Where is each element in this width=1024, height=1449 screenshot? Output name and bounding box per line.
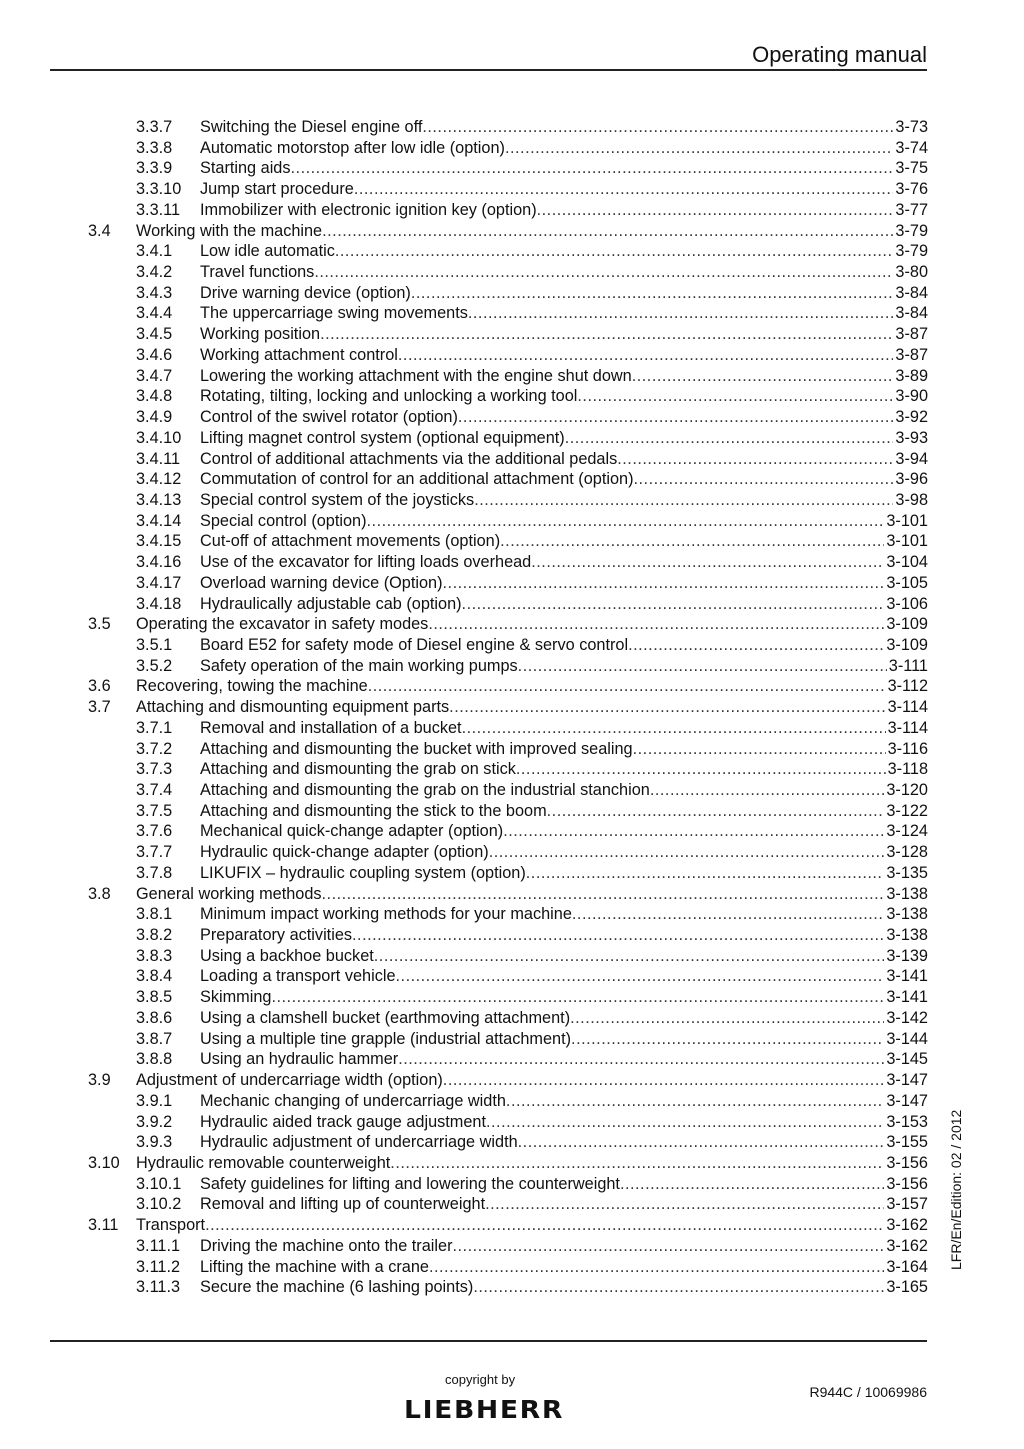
toc-dot-leader xyxy=(322,221,893,242)
toc-entry-page: 3-162 xyxy=(886,1216,928,1235)
toc-entry[interactable] xyxy=(88,366,928,387)
toc-entry-page: 3-118 xyxy=(887,760,928,779)
toc-entry-title: Control of additional attachments via the additional pedals xyxy=(200,449,618,468)
toc-dot-leader xyxy=(335,241,894,262)
toc-entry-number: 3.10.2 xyxy=(136,1195,182,1214)
toc-dot-leader xyxy=(634,469,894,490)
toc-entry[interactable] xyxy=(88,386,928,407)
toc-entry-number: 3.11.3 xyxy=(136,1278,181,1297)
toc-entry-number: 3.4.6 xyxy=(136,345,173,364)
toc-entry[interactable] xyxy=(88,842,928,863)
toc-dot-leader xyxy=(352,925,884,946)
toc-entry-number: 3.9.2 xyxy=(136,1112,173,1131)
toc-entry-number: 3.4.4 xyxy=(136,304,173,323)
toc-entry-title: Removal and lifting up of counterweight xyxy=(200,1195,486,1214)
toc-dot-leader xyxy=(489,842,885,863)
toc-dot-leader xyxy=(462,718,886,739)
toc-entry-number: 3.4.8 xyxy=(136,387,173,406)
toc-entry-page: 3-116 xyxy=(887,739,928,758)
toc-entry[interactable] xyxy=(88,821,928,842)
toc-entry-title: Operating the excavator in safety modes xyxy=(136,615,429,634)
toc-entry-title: Loading a transport vehicle xyxy=(200,967,396,986)
toc-entry[interactable] xyxy=(88,1049,928,1070)
toc-entry[interactable] xyxy=(88,158,928,179)
toc-entry[interactable] xyxy=(88,1277,928,1298)
toc-entry-title: Working position xyxy=(200,325,321,344)
toc-entry-page: 3-139 xyxy=(886,946,928,965)
toc-dot-leader xyxy=(531,552,884,573)
toc-entry-number: 3.8.7 xyxy=(136,1029,173,1048)
liebherr-logo xyxy=(402,1394,566,1424)
toc-entry[interactable] xyxy=(88,1091,928,1112)
toc-entry-page: 3-79 xyxy=(895,242,928,261)
toc-entry-page: 3-111 xyxy=(888,656,928,675)
toc-dot-leader xyxy=(474,490,893,511)
toc-entry-title: Secure the machine (6 lashing points) xyxy=(200,1278,474,1297)
toc-entry-number: 3.8.5 xyxy=(136,988,173,1007)
toc-entry-title: Travel functions xyxy=(200,263,315,282)
toc-entry[interactable] xyxy=(88,863,928,884)
toc-entry-number: 3.6 xyxy=(88,677,111,696)
toc-entry-page: 3-138 xyxy=(886,926,928,945)
toc-dot-leader xyxy=(617,449,893,470)
toc-entry-page: 3-145 xyxy=(886,1050,928,1069)
toc-entry[interactable] xyxy=(88,925,928,946)
toc-entry[interactable] xyxy=(88,780,928,801)
toc-entry-title: Overload warning device (Option) xyxy=(200,573,443,592)
toc-entry-title: Drive warning device (option) xyxy=(200,283,411,302)
toc-entry-title: Working with the machine xyxy=(136,221,323,240)
toc-entry-title: Hydraulic aided track gauge adjustment xyxy=(200,1112,486,1131)
toc-entry-page: 3-114 xyxy=(887,718,928,737)
toc-entry-title: Starting aids xyxy=(200,159,291,178)
toc-entry-title: Attaching and dismounting the bucket with improved sealing xyxy=(200,739,633,758)
toc-entry-number: 3.7.4 xyxy=(136,781,173,799)
toc-entry[interactable] xyxy=(88,739,928,760)
toc-entry-title: Switching the Diesel engine off xyxy=(200,118,423,136)
toc-entry-page: 3-98 xyxy=(895,490,928,509)
toc-entry-title: Hydraulic removable counterweight xyxy=(136,1153,391,1172)
toc-dot-leader xyxy=(500,531,884,552)
toc-entry[interactable] xyxy=(88,884,928,905)
toc-entry-title: Driving the machine onto the trailer xyxy=(200,1236,453,1255)
toc-dot-leader xyxy=(570,1008,884,1029)
toc-dot-leader xyxy=(633,739,886,760)
toc-entry[interactable] xyxy=(88,303,928,324)
page-header-title: Operating manual xyxy=(752,42,927,67)
toc-entry-page: 3-79 xyxy=(895,221,928,240)
toc-entry[interactable] xyxy=(88,552,928,573)
toc-dot-leader xyxy=(443,573,885,594)
toc-entry-page: 3-120 xyxy=(886,781,928,799)
toc-entry[interactable] xyxy=(88,345,928,366)
toc-entry-page: 3-77 xyxy=(895,200,928,219)
toc-dot-leader xyxy=(565,428,894,449)
toc-entry-number: 3.8.8 xyxy=(136,1050,173,1069)
toc-entry-number: 3.4.15 xyxy=(136,532,182,551)
toc-entry[interactable] xyxy=(88,283,928,304)
toc-dot-leader xyxy=(320,324,893,345)
toc-entry-title: General working methods xyxy=(136,884,322,903)
toc-entry-title: Recovering, towing the machine xyxy=(136,677,368,696)
toc-entry-page: 3-87 xyxy=(895,345,928,364)
toc-entry-page: 3-84 xyxy=(895,283,928,302)
toc-entry-page: 3-155 xyxy=(886,1133,928,1152)
toc-dot-leader xyxy=(367,511,885,532)
toc-entry-number: 3.7.2 xyxy=(136,739,173,758)
toc-entry-page: 3-164 xyxy=(886,1257,928,1276)
toc-entry[interactable] xyxy=(88,1153,928,1174)
toc-entry[interactable] xyxy=(88,428,928,449)
toc-entry-title: Lifting the machine with a crane xyxy=(200,1257,429,1276)
toc-entry-title: Removal and installation of a bucket xyxy=(200,718,462,737)
toc-entry-number: 3.9.3 xyxy=(136,1133,173,1152)
toc-entry-page: 3-122 xyxy=(886,801,928,820)
toc-entry-number: 3.11.1 xyxy=(136,1236,181,1255)
toc-entry-title: Safety operation of the main working pumps xyxy=(200,656,518,675)
toc-entry-page: 3-96 xyxy=(895,470,928,489)
toc-entry-page: 3-101 xyxy=(886,532,928,551)
toc-entry-title: Board E52 for safety mode of Diesel engine & servo control xyxy=(200,635,629,654)
toc-entry-number: 3.11 xyxy=(88,1216,119,1235)
header-rule xyxy=(50,69,927,71)
toc-entry[interactable] xyxy=(88,449,928,470)
toc-entry-page: 3-124 xyxy=(886,822,928,841)
toc-entry-title: Skimming xyxy=(200,988,272,1007)
toc-entry-page: 3-112 xyxy=(887,677,928,696)
toc-dot-leader xyxy=(571,1029,884,1050)
toc-entry-number: 3.3.10 xyxy=(136,180,182,199)
toc-dot-leader xyxy=(462,594,885,615)
toc-entry-page: 3-142 xyxy=(886,1008,928,1027)
toc-entry-page: 3-157 xyxy=(886,1195,928,1214)
toc-entry-number: 3.4.16 xyxy=(136,553,182,572)
toc-dot-leader xyxy=(411,283,894,304)
toc-entry-page: 3-73 xyxy=(895,118,928,136)
toc-entry-number: 3.9.1 xyxy=(136,1091,173,1110)
toc-entry[interactable] xyxy=(88,1194,928,1215)
toc-dot-leader xyxy=(503,821,884,842)
toc-entry[interactable] xyxy=(88,221,928,242)
toc-entry-title: Attaching and dismounting equipment parts xyxy=(136,698,450,717)
toc-entry-number: 3.5.1 xyxy=(136,635,173,654)
toc-entry[interactable] xyxy=(88,801,928,822)
toc-entry[interactable] xyxy=(88,1029,928,1050)
toc-entry-title: Cut-off of attachment movements (option) xyxy=(200,532,501,551)
toc-entry-title: Using a backhoe bucket xyxy=(200,946,374,965)
toc-dot-leader xyxy=(449,697,885,718)
toc-entry-title: Hydraulic adjustment of undercarriage width xyxy=(200,1133,518,1152)
toc-entry[interactable] xyxy=(88,117,928,138)
toc-entry[interactable] xyxy=(88,697,928,718)
toc-entry[interactable] xyxy=(88,987,928,1008)
toc-entry-title: Mechanical quick-change adapter (option) xyxy=(200,822,504,841)
toc-dot-leader xyxy=(368,676,886,697)
toc-entry[interactable] xyxy=(88,1112,928,1133)
toc-entry[interactable] xyxy=(88,656,928,677)
toc-entry-number: 3.3.7 xyxy=(136,118,173,136)
toc-dot-leader xyxy=(526,863,885,884)
toc-entry[interactable] xyxy=(88,759,928,780)
toc-entry-title: Attaching and dismounting the grab on the industrial stanchion xyxy=(200,781,650,799)
toc-entry-title: Working attachment control xyxy=(200,345,398,364)
toc-entry-title: Rotating, tilting, locking and unlocking a working tool xyxy=(200,387,578,406)
toc-entry[interactable] xyxy=(88,469,928,490)
toc-entry[interactable] xyxy=(88,1070,928,1091)
toc-dot-leader xyxy=(205,1215,884,1236)
toc-entry[interactable] xyxy=(88,1008,928,1029)
toc-entry[interactable] xyxy=(88,511,928,532)
toc-entry-number: 3.4.9 xyxy=(136,408,173,427)
toc-entry-title: Attaching and dismounting the grab on stick xyxy=(200,760,516,779)
toc-entry[interactable] xyxy=(88,946,928,967)
toc-entry-number: 3.8.1 xyxy=(136,905,173,924)
toc-entry-title: LIKUFIX – hydraulic coupling system (option) xyxy=(200,863,526,882)
toc-dot-leader xyxy=(537,200,894,221)
toc-entry-number: 3.8.2 xyxy=(136,926,173,945)
toc-entry-page: 3-101 xyxy=(886,511,928,530)
toc-entry-page: 3-147 xyxy=(886,1091,928,1110)
toc-dot-leader xyxy=(443,1070,885,1091)
toc-entry-title: Hydraulically adjustable cab (option) xyxy=(200,594,462,613)
toc-entry-page: 3-80 xyxy=(895,263,928,282)
toc-entry-title: Special control system of the joysticks xyxy=(200,490,475,509)
toc-entry-title: Mechanic changing of undercarriage width xyxy=(200,1091,506,1110)
toc-entry[interactable] xyxy=(88,241,928,262)
toc-entry[interactable] xyxy=(88,179,928,200)
toc-entry[interactable] xyxy=(88,966,928,987)
toc-entry[interactable] xyxy=(88,1132,928,1153)
toc-entry-page: 3-138 xyxy=(886,884,928,903)
toc-entry-number: 3.8.3 xyxy=(136,946,173,965)
toc-entry-page: 3-109 xyxy=(886,615,928,634)
toc-entry-page: 3-128 xyxy=(886,843,928,862)
toc-dot-leader xyxy=(428,614,884,635)
toc-dot-leader xyxy=(314,262,893,283)
toc-entry[interactable] xyxy=(88,573,928,594)
toc-entry-number: 3.4.2 xyxy=(136,263,173,282)
toc-entry-page: 3-109 xyxy=(886,635,928,654)
toc-entry-title: Using a clamshell bucket (earthmoving attachment) xyxy=(200,1008,571,1027)
toc-dot-leader xyxy=(486,1112,884,1133)
toc-entry[interactable] xyxy=(88,676,928,697)
toc-entry-page: 3-153 xyxy=(886,1112,928,1131)
toc-entry-title: Control of the swivel rotator (option) xyxy=(200,408,458,427)
toc-entry-page: 3-144 xyxy=(886,1029,928,1048)
toc-entry-number: 3.10.1 xyxy=(136,1174,182,1193)
toc-entry-number: 3.5.2 xyxy=(136,656,173,675)
toc-entry-page: 3-141 xyxy=(886,967,928,986)
toc-entry-title: Adjustment of undercarriage width (option) xyxy=(136,1071,443,1090)
toc-dot-leader xyxy=(322,884,885,905)
toc-dot-leader xyxy=(429,1257,884,1278)
toc-dot-leader xyxy=(396,966,885,987)
toc-entry-page: 3-105 xyxy=(886,573,928,592)
toc-entry-title: Jump start procedure xyxy=(200,180,354,199)
toc-entry[interactable] xyxy=(88,614,928,635)
toc-entry-number: 3.4.1 xyxy=(136,242,173,261)
toc-entry-page: 3-138 xyxy=(886,905,928,924)
toc-entry-page: 3-93 xyxy=(895,428,928,447)
toc-entry-number: 3.7.7 xyxy=(136,843,173,862)
svg-text:LIEBHERR: LIEBHERR xyxy=(404,1395,564,1424)
toc-entry-page: 3-147 xyxy=(886,1071,928,1090)
toc-entry-number: 3.4.3 xyxy=(136,283,173,302)
toc-dot-leader xyxy=(518,1132,885,1153)
toc-entry-number: 3.5 xyxy=(88,615,111,634)
toc-dot-leader xyxy=(354,179,894,200)
toc-entry-title: Low idle automatic xyxy=(200,242,335,261)
toc-entry-page: 3-104 xyxy=(886,553,928,572)
toc-entry-number: 3.8.6 xyxy=(136,1008,173,1027)
toc-entry-page: 3-156 xyxy=(886,1174,928,1193)
toc-entry-page: 3-94 xyxy=(895,449,928,468)
toc-entry-number: 3.7.8 xyxy=(136,863,173,882)
toc-entry-number: 3.4.13 xyxy=(136,490,182,509)
toc-entry-number: 3.3.11 xyxy=(136,200,181,219)
toc-entry[interactable] xyxy=(88,1174,928,1195)
toc-dot-leader xyxy=(485,1194,884,1215)
toc-dot-leader xyxy=(628,635,884,656)
toc-dot-leader xyxy=(374,946,885,967)
toc-entry-title: Transport xyxy=(136,1216,206,1235)
toc-entry-number: 3.8 xyxy=(88,884,111,903)
toc-entry-number: 3.7.6 xyxy=(136,822,173,841)
toc-entry[interactable] xyxy=(88,407,928,428)
toc-entry-number: 3.4.14 xyxy=(136,511,182,530)
toc-entry-number: 3.4.10 xyxy=(136,428,182,447)
toc-entry[interactable] xyxy=(88,718,928,739)
toc-dot-leader xyxy=(398,345,894,366)
toc-entry-page: 3-75 xyxy=(895,159,928,178)
toc-entry-number: 3.8.4 xyxy=(136,967,173,986)
toc-entry[interactable] xyxy=(88,200,928,221)
toc-entry-title: Special control (option) xyxy=(200,511,367,530)
toc-entry-number: 3.3.9 xyxy=(136,159,173,178)
toc-entry-number: 3.4.11 xyxy=(136,449,181,468)
toc-entry-title: Minimum impact working methods for your machine xyxy=(200,905,572,924)
toc-entry[interactable] xyxy=(88,138,928,159)
toc-entry[interactable] xyxy=(88,594,928,615)
toc-dot-leader xyxy=(620,1174,884,1195)
toc-dot-leader xyxy=(458,407,894,428)
toc-entry-number: 3.4.18 xyxy=(136,594,182,613)
toc-entry-page: 3-87 xyxy=(895,325,928,344)
toc-dot-leader xyxy=(506,1091,884,1112)
toc-entry-number: 3.4.12 xyxy=(136,470,182,489)
toc-entry-page: 3-106 xyxy=(886,594,928,613)
toc-dot-leader xyxy=(547,801,885,822)
toc-entry-page: 3-74 xyxy=(895,138,928,157)
toc-entry-page: 3-89 xyxy=(895,366,928,385)
toc-entry[interactable] xyxy=(88,1236,928,1257)
toc-entry[interactable] xyxy=(88,324,928,345)
toc-dot-leader xyxy=(505,138,893,159)
toc-dot-leader xyxy=(291,158,894,179)
toc-dot-leader xyxy=(390,1153,884,1174)
toc-dot-leader xyxy=(632,366,894,387)
table-of-contents xyxy=(88,117,928,1298)
toc-entry-page: 3-92 xyxy=(895,408,928,427)
toc-entry-page: 3-165 xyxy=(886,1278,928,1297)
toc-entry-page: 3-114 xyxy=(887,698,928,717)
toc-entry-title: Automatic motorstop after low idle (option) xyxy=(200,138,505,157)
toc-entry-title: Using a multiple tine grapple (industrial attachment) xyxy=(200,1029,572,1048)
toc-dot-leader xyxy=(473,1277,884,1298)
toc-entry[interactable] xyxy=(88,1257,928,1278)
toc-dot-leader xyxy=(572,904,884,925)
toc-entry-title: Hydraulic quick-change adapter (option) xyxy=(200,843,489,862)
footer-rule xyxy=(50,1340,927,1342)
toc-dot-leader xyxy=(453,1236,885,1257)
toc-entry-number: 3.9 xyxy=(88,1071,111,1090)
toc-entry-page: 3-162 xyxy=(886,1236,928,1255)
toc-entry-number: 3.7.3 xyxy=(136,760,173,779)
toc-dot-leader xyxy=(650,780,885,801)
toc-entry-title: Safety guidelines for lifting and lowering the counterweight xyxy=(200,1174,620,1193)
document-number: R944C / 10069986 xyxy=(809,1384,927,1400)
toc-dot-leader xyxy=(577,386,893,407)
toc-dot-leader xyxy=(271,987,884,1008)
toc-dot-leader xyxy=(516,759,886,780)
toc-entry-page: 3-90 xyxy=(895,387,928,406)
toc-entry-number: 3.7.1 xyxy=(136,718,173,737)
toc-entry-page: 3-156 xyxy=(886,1153,928,1172)
toc-entry-title: Preparatory activities xyxy=(200,926,353,945)
toc-entry[interactable] xyxy=(88,904,928,925)
edition-note: LFR/En/Edition: 02 / 2012 xyxy=(948,1109,964,1270)
toc-entry[interactable] xyxy=(88,531,928,552)
toc-entry-number: 3.10 xyxy=(88,1153,120,1172)
toc-entry-page: 3-76 xyxy=(895,180,928,199)
toc-entry[interactable] xyxy=(88,490,928,511)
toc-entry-number: 3.4.5 xyxy=(136,325,173,344)
toc-entry-title: Lowering the working attachment with the engine shut down xyxy=(200,366,632,385)
toc-entry-title: Lifting magnet control system (optional equipment) xyxy=(200,428,565,447)
toc-entry-title: Immobilizer with electronic ignition key (option) xyxy=(200,200,537,219)
toc-entry-page: 3-135 xyxy=(886,863,928,882)
toc-dot-leader xyxy=(422,117,893,138)
toc-entry-title: Use of the excavator for lifting loads overhead xyxy=(200,553,532,572)
toc-entry-number: 3.4 xyxy=(88,221,111,240)
copyright-label: copyright by xyxy=(445,1372,516,1387)
toc-entry-number: 3.11.2 xyxy=(136,1257,181,1276)
toc-entry-number: 3.4.17 xyxy=(136,573,182,592)
toc-entry-page: 3-84 xyxy=(895,304,928,323)
toc-entry-page: 3-141 xyxy=(886,988,928,1007)
toc-dot-leader xyxy=(398,1049,884,1070)
toc-entry[interactable] xyxy=(88,262,928,283)
toc-entry-title: Attaching and dismounting the stick to the boom xyxy=(200,801,547,820)
toc-entry-number: 3.7 xyxy=(88,698,111,717)
toc-dot-leader xyxy=(468,303,894,324)
toc-entry-title: Using an hydraulic hammer xyxy=(200,1050,399,1069)
toc-dot-leader xyxy=(518,656,887,677)
toc-entry[interactable] xyxy=(88,635,928,656)
toc-entry-number: 3.4.7 xyxy=(136,366,173,385)
toc-entry-number: 3.3.8 xyxy=(136,138,173,157)
toc-entry-title: Commutation of control for an additional attachment (option) xyxy=(200,470,634,489)
toc-entry-title: The uppercarriage swing movements xyxy=(200,304,468,323)
toc-entry[interactable] xyxy=(88,1215,928,1236)
toc-entry-number: 3.7.5 xyxy=(136,801,173,820)
